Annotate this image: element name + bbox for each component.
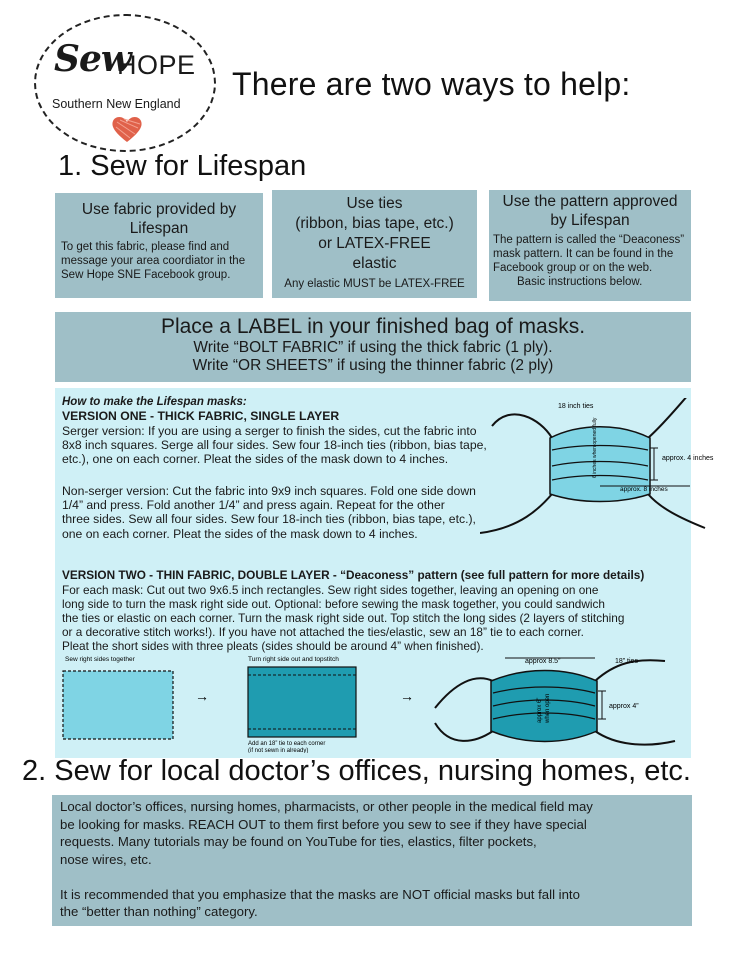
tie-top-right [648, 398, 690, 438]
approx-85-label: approx 8.5” [525, 658, 561, 665]
rectangle-step1 [63, 671, 173, 739]
label-title: Place a LABEL in your finished bag of masks. [160, 315, 586, 338]
tie-bottom-left [480, 494, 552, 533]
version-one-mask-diagram [480, 398, 720, 538]
step2-label: Turn right side out and topstitch [248, 656, 339, 663]
rectangle-step2 [248, 667, 356, 737]
ties-18-label: 18” ties [615, 658, 638, 665]
version-two-steps-diagram [55, 653, 691, 753]
local-offices-box: Local doctor’s offices, nursing homes, pharmacists, or other people in the medical field may be looking for masks. REACH OUT to them first before you sew to see if they have special requests. Many tutorials may be found on YouTube for ties, elastics, filter pockets, nose wires, etc. It is recommended that you emphasize that the masks are NOT official masks but fall into the “better than nothing” category. [52, 795, 692, 926]
pattern-box-heading: Use the pattern approved by Lifespan [502, 193, 678, 229]
ties-box-heading: Use ties (ribbon, bias tape, etc.) or LATEX-FREE elastic [295, 195, 454, 272]
instructions-heading: How to make the Lifespan masks: [62, 396, 247, 408]
logo-hope-text: HOPE [117, 50, 196, 80]
label-instructions-box [55, 312, 691, 382]
version-two-body: For each mask: Cut out two 9x6.5 inch rectangles. Sew right sides together, leaving an opening on one long side to turn the mask right side out. Optional: before sewing the mask together, you could sandwich the ties or elastic on each corner. Turn the mask right side out. Top stitch the long sides (2 layers of stitching or a decorative stitch works!). If you have not attached the ties/elastic, sew an 18” tie to each corner. Pleat the short sides with three pleats (sides should be around 4” when finished). [62, 583, 625, 653]
pattern-box-body: The pattern is called the “Deaconess” mask pattern. It can be found in the Facebook group or on the web. [493, 234, 685, 274]
version-one-nonserger: Non-serger version: Cut the fabric into 9x9 inch squares. Fold one side down 1/4” and press. Fold another 1/4” and press again. Repeat for the other three sides. Sew all four sides. Sew four 18-inch ties (ribbon, bias tape, etc.), one on each corner. Pleat the sides of the mask down to 4 inches. [62, 484, 476, 541]
approx-4-label: approx. 4 inches [662, 455, 714, 462]
logo-sew-text: Sew [54, 38, 131, 80]
section2-title: 2. Sew for local doctor’s offices, nursing homes, etc. [22, 755, 691, 787]
pattern-box-note: Basic instructions below. [517, 276, 643, 288]
label-line-bolt: Write “BOLT FABRIC” if using the thick fabric (1 ply). [193, 339, 553, 356]
step1-label: Sew right sides together [65, 656, 135, 663]
label-line-sheets: Write “OR SHEETS” if using the thinner fabric (2 ply) [192, 357, 554, 374]
page-headline: There are two ways to help: [232, 66, 631, 102]
fabric-box-body: To get this fabric, please find and message your area coordiator in the Sew Hope SNE Facebook group. [61, 241, 246, 281]
sew-hope-logo [34, 14, 216, 152]
inner-label-2a: approx 6” [537, 697, 543, 723]
step3-label-a: Add an 18” tie to each corner [248, 741, 326, 747]
step3-label-b: (if not sewn in already) [248, 748, 309, 753]
mask-step3 [491, 671, 597, 742]
tie-bottom-right [648, 494, 705, 528]
ties-label: 18 inch ties [558, 403, 594, 410]
inner-label: 6 inches when opened fully [592, 417, 598, 478]
fabric-box [55, 193, 263, 298]
inner-label-2b: when open [545, 693, 551, 723]
ties-box [272, 190, 477, 298]
version-one-title: VERSION ONE - THICK FABRIC, SINGLE LAYER [62, 409, 340, 423]
section1-title: 1. Sew for Lifespan [58, 150, 307, 182]
version-one-serger: Serger version: If you are using a serger to finish the sides, cut the fabric into 8x8 inch squares. Serge all four sides. Sew four 18-inch ties (ribbon, bias tape, etc.), one on each corner. Pleat the sides of the mask down to 4 inches. [62, 424, 487, 467]
approx-8-label: approx. 8 inches [620, 486, 668, 493]
ties-box-body: Any elastic MUST be LATEX-FREE [284, 278, 465, 290]
tie-top-left [492, 414, 552, 438]
logo-subtitle: Southern New England [52, 97, 181, 111]
heart-icon [110, 114, 144, 144]
arrow-icon-1: → [195, 688, 209, 704]
pattern-box [489, 190, 691, 301]
approx-4-label-2: approx 4” [609, 703, 639, 710]
version-two-title: VERSION TWO - THIN FABRIC, DOUBLE LAYER - “Deaconess” pattern (see full pattern for more details) [62, 568, 645, 582]
mask-instructions-panel [55, 388, 714, 758]
fabric-box-heading: Use fabric provided by Lifespan [81, 201, 237, 237]
arrow-icon-2: → [400, 688, 414, 704]
